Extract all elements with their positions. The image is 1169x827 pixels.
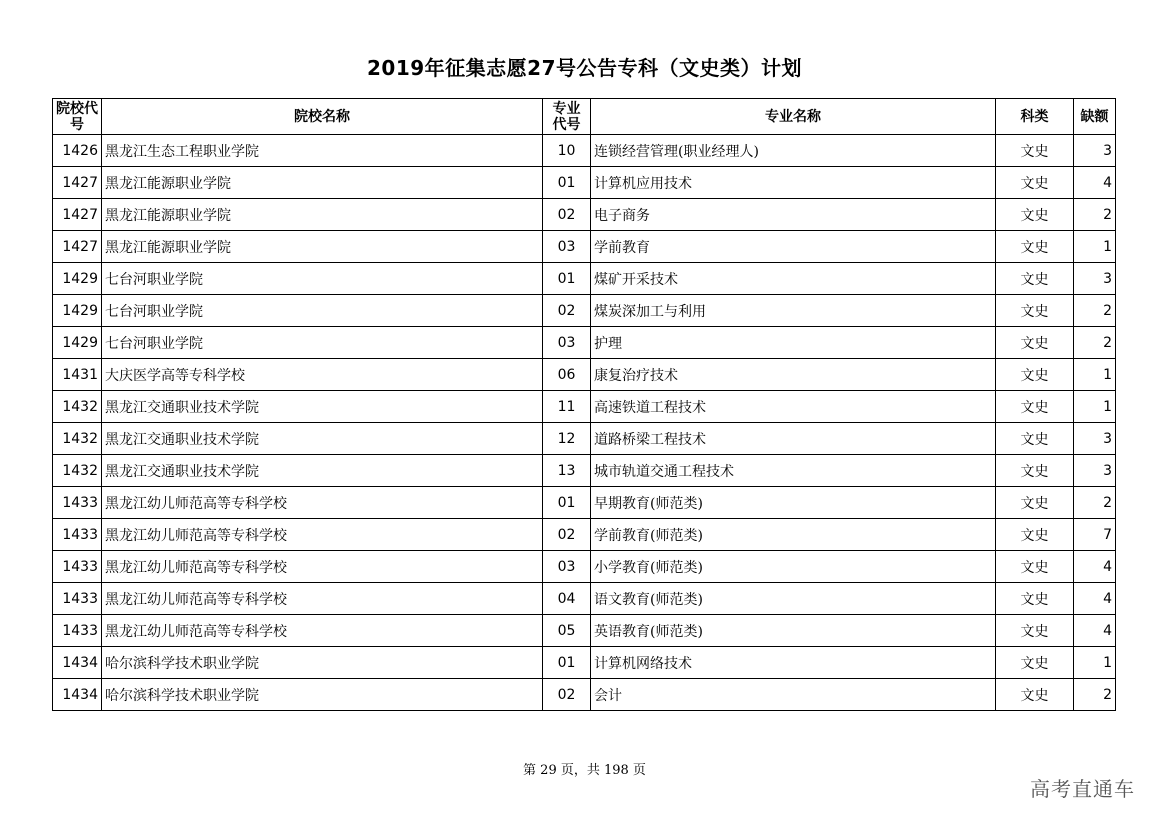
table-row — [53, 519, 1116, 551]
header-category: 科类 — [996, 99, 1074, 135]
cell-vacancy: 7 — [1074, 519, 1116, 551]
page-footer: 第 29 页，共 198 页 — [523, 763, 646, 778]
cell-major-name: 道路桥梁工程技术 — [591, 423, 996, 455]
cell-category: 文史 — [996, 167, 1074, 199]
cell-major-name: 煤矿开采技术 — [591, 263, 996, 295]
cell-major-name: 电子商务 — [591, 199, 996, 231]
cell-vacancy: 1 — [1074, 359, 1116, 391]
cell-category: 文史 — [996, 647, 1074, 679]
cell-category: 文史 — [996, 519, 1074, 551]
header-school-name: 院校名称 — [102, 99, 543, 135]
header-school-code: 院校代号 — [53, 99, 102, 135]
cell-major-code: 02 — [543, 199, 591, 231]
cell-school-code: 1427 — [53, 167, 102, 199]
cell-major-code: 01 — [543, 167, 591, 199]
cell-vacancy: 3 — [1074, 135, 1116, 167]
cell-school-name: 黑龙江幼儿师范高等专科学校 — [102, 487, 543, 519]
cell-school-code: 1429 — [53, 263, 102, 295]
cell-major-name: 煤炭深加工与利用 — [591, 295, 996, 327]
table-row — [53, 423, 1116, 455]
cell-school-code: 1427 — [53, 199, 102, 231]
cell-vacancy: 1 — [1074, 231, 1116, 263]
cell-category: 文史 — [996, 391, 1074, 423]
cell-school-name: 黑龙江幼儿师范高等专科学校 — [102, 583, 543, 615]
cell-major-name: 小学教育(师范类) — [591, 551, 996, 583]
cell-category: 文史 — [996, 455, 1074, 487]
cell-category: 文史 — [996, 295, 1074, 327]
cell-category: 文史 — [996, 583, 1074, 615]
cell-major-name: 计算机网络技术 — [591, 647, 996, 679]
table-row — [53, 263, 1116, 295]
page-title: 2019年征集志愿27号公告专科（文史类）计划 — [367, 56, 802, 80]
table-row — [53, 359, 1116, 391]
header-major-name: 专业名称 — [591, 99, 996, 135]
cell-category: 文史 — [996, 551, 1074, 583]
cell-major-code: 02 — [543, 295, 591, 327]
cell-school-name: 黑龙江能源职业学院 — [102, 231, 543, 263]
table-row — [53, 199, 1116, 231]
cell-major-name: 学前教育(师范类) — [591, 519, 996, 551]
cell-major-name: 学前教育 — [591, 231, 996, 263]
cell-school-code: 1427 — [53, 231, 102, 263]
cell-major-code: 01 — [543, 487, 591, 519]
cell-school-code: 1426 — [53, 135, 102, 167]
cell-vacancy: 1 — [1074, 647, 1116, 679]
cell-category: 文史 — [996, 615, 1074, 647]
cell-school-code: 1432 — [53, 423, 102, 455]
cell-vacancy: 2 — [1074, 487, 1116, 519]
cell-major-code: 03 — [543, 327, 591, 359]
cell-vacancy: 3 — [1074, 423, 1116, 455]
cell-school-name: 黑龙江交通职业技术学院 — [102, 391, 543, 423]
cell-major-code: 01 — [543, 647, 591, 679]
header-row — [53, 99, 1116, 135]
cell-school-code: 1433 — [53, 615, 102, 647]
cell-category: 文史 — [996, 263, 1074, 295]
table-row — [53, 583, 1116, 615]
cell-school-code: 1431 — [53, 359, 102, 391]
table-row — [53, 135, 1116, 167]
cell-category: 文史 — [996, 231, 1074, 263]
cell-major-code: 03 — [543, 551, 591, 583]
cell-school-name: 大庆医学高等专科学校 — [102, 359, 543, 391]
cell-school-code: 1432 — [53, 455, 102, 487]
cell-vacancy: 2 — [1074, 199, 1116, 231]
cell-category: 文史 — [996, 679, 1074, 711]
cell-category: 文史 — [996, 135, 1074, 167]
cell-vacancy: 4 — [1074, 583, 1116, 615]
cell-school-name: 七台河职业学院 — [102, 263, 543, 295]
cell-school-name: 哈尔滨科学技术职业学院 — [102, 679, 543, 711]
cell-major-name: 连锁经营管理(职业经理人) — [591, 135, 996, 167]
cell-vacancy: 4 — [1074, 167, 1116, 199]
header-major-code: 专业代号 — [543, 99, 591, 135]
cell-school-name: 哈尔滨科学技术职业学院 — [102, 647, 543, 679]
cell-category: 文史 — [996, 487, 1074, 519]
cell-vacancy: 2 — [1074, 327, 1116, 359]
cell-school-name: 黑龙江交通职业技术学院 — [102, 455, 543, 487]
cell-school-code: 1429 — [53, 295, 102, 327]
cell-major-code: 01 — [543, 263, 591, 295]
cell-major-name: 计算机应用技术 — [591, 167, 996, 199]
plan-table — [52, 98, 1116, 711]
cell-category: 文史 — [996, 199, 1074, 231]
header-vacancy: 缺额 — [1074, 99, 1116, 135]
cell-school-name: 黑龙江能源职业学院 — [102, 199, 543, 231]
cell-major-code: 02 — [543, 519, 591, 551]
cell-major-code: 10 — [543, 135, 591, 167]
cell-school-code: 1429 — [53, 327, 102, 359]
cell-major-name: 康复治疗技术 — [591, 359, 996, 391]
cell-school-code: 1434 — [53, 679, 102, 711]
table-row — [53, 327, 1116, 359]
cell-major-code: 05 — [543, 615, 591, 647]
cell-school-code: 1433 — [53, 551, 102, 583]
table-row — [53, 551, 1116, 583]
cell-major-name: 英语教育(师范类) — [591, 615, 996, 647]
cell-school-name: 七台河职业学院 — [102, 327, 543, 359]
cell-school-name: 黑龙江生态工程职业学院 — [102, 135, 543, 167]
cell-vacancy: 3 — [1074, 455, 1116, 487]
cell-major-code: 04 — [543, 583, 591, 615]
table-row — [53, 679, 1116, 711]
cell-school-name: 黑龙江能源职业学院 — [102, 167, 543, 199]
cell-school-name: 黑龙江幼儿师范高等专科学校 — [102, 615, 543, 647]
cell-major-code: 11 — [543, 391, 591, 423]
table-row — [53, 391, 1116, 423]
table-body — [53, 135, 1116, 711]
cell-category: 文史 — [996, 359, 1074, 391]
cell-major-name: 高速铁道工程技术 — [591, 391, 996, 423]
cell-major-code: 03 — [543, 231, 591, 263]
watermark-logo: 高考直通车 — [1030, 777, 1135, 801]
table-header — [53, 99, 1116, 135]
cell-school-code: 1433 — [53, 583, 102, 615]
cell-vacancy: 3 — [1074, 263, 1116, 295]
cell-vacancy: 4 — [1074, 551, 1116, 583]
cell-school-name: 七台河职业学院 — [102, 295, 543, 327]
cell-vacancy: 1 — [1074, 391, 1116, 423]
table-row — [53, 231, 1116, 263]
cell-major-name: 早期教育(师范类) — [591, 487, 996, 519]
cell-vacancy: 2 — [1074, 679, 1116, 711]
cell-category: 文史 — [996, 423, 1074, 455]
cell-major-name: 语文教育(师范类) — [591, 583, 996, 615]
cell-school-code: 1434 — [53, 647, 102, 679]
cell-school-name: 黑龙江幼儿师范高等专科学校 — [102, 551, 543, 583]
table-row — [53, 455, 1116, 487]
cell-vacancy: 4 — [1074, 615, 1116, 647]
table-row — [53, 487, 1116, 519]
cell-school-code: 1433 — [53, 519, 102, 551]
cell-major-code: 06 — [543, 359, 591, 391]
table-row — [53, 167, 1116, 199]
cell-major-name: 城市轨道交通工程技术 — [591, 455, 996, 487]
cell-vacancy: 2 — [1074, 295, 1116, 327]
cell-school-code: 1433 — [53, 487, 102, 519]
cell-major-name: 护理 — [591, 327, 996, 359]
cell-major-name: 会计 — [591, 679, 996, 711]
cell-school-name: 黑龙江幼儿师范高等专科学校 — [102, 519, 543, 551]
cell-major-code: 02 — [543, 679, 591, 711]
cell-category: 文史 — [996, 327, 1074, 359]
cell-major-code: 13 — [543, 455, 591, 487]
table-row — [53, 295, 1116, 327]
cell-major-code: 12 — [543, 423, 591, 455]
table-row — [53, 647, 1116, 679]
cell-school-name: 黑龙江交通职业技术学院 — [102, 423, 543, 455]
cell-school-code: 1432 — [53, 391, 102, 423]
table-row — [53, 615, 1116, 647]
